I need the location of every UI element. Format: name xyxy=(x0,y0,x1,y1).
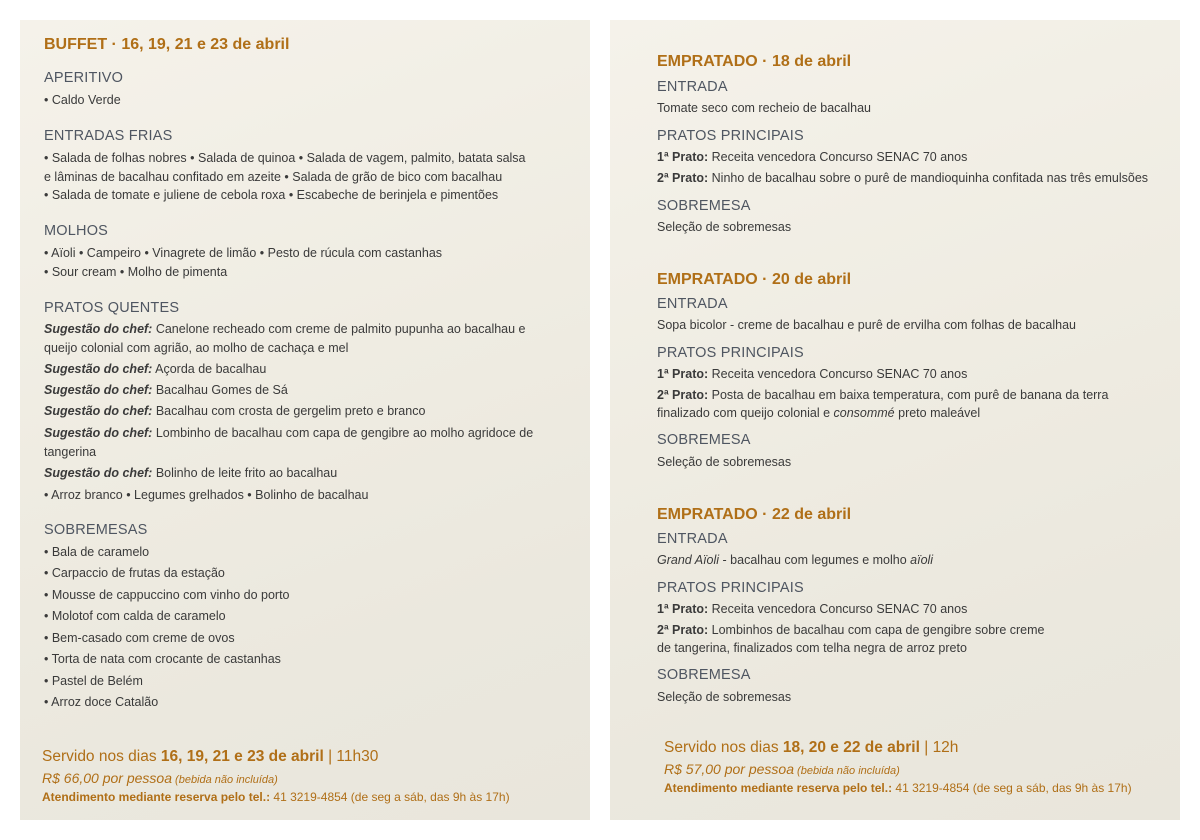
plated-22-prato-2 xyxy=(657,623,1045,637)
plated-22-entrada-title: ENTRADA xyxy=(657,531,728,547)
sobremesa-item: • Bem-casado com creme de ovos xyxy=(44,631,235,645)
sobremesa-item: • Molotof com calda de caramelo xyxy=(44,609,226,623)
reserve-phone: 41 3219-4854 (de seg a sáb, das 9h às 17h) xyxy=(892,781,1132,795)
plated-18-pratos-title: PRATOS PRINCIPAIS xyxy=(657,128,804,144)
prato-text: Ninho de bacalhau sobre o purê de mandioquinha confitada nas três emulsões xyxy=(708,171,1149,185)
prato-text-italic: consommé xyxy=(833,406,895,420)
plated-20-sobremesa: Seleção de sobremesas xyxy=(657,455,792,469)
molhos-line: • Aïoli • Campeiro • Vinagrete de limão • Pesto de rúcula com castanhas xyxy=(44,246,443,260)
chef-suggestion-label: Sugestão do chef: xyxy=(44,466,153,480)
price: R$ 66,00 por pessoa xyxy=(42,770,172,786)
chef-suggestion-label: Sugestão do chef: xyxy=(44,404,153,418)
sobremesas-title: SOBREMESAS xyxy=(44,522,148,538)
reserve-label: Atendimento mediante reserva pelo tel.: xyxy=(42,790,271,804)
chef-suggestion-label: Sugestão do chef: xyxy=(44,362,153,376)
prato-text: Receita vencedora Concurso SENAC 70 anos xyxy=(708,602,968,616)
prato-label: 2ª Prato: xyxy=(657,623,709,637)
price-note: (bebida não incluída) xyxy=(171,774,278,786)
dish-text: Bolinho de leite frito ao bacalhau xyxy=(152,466,338,480)
dish-text: Bacalhau com crosta de gergelim preto e branco xyxy=(152,404,426,418)
entrada-italic: aïoli xyxy=(910,553,934,567)
pratos-quentes-item xyxy=(44,322,526,336)
plated-22-prato-1 xyxy=(657,602,967,616)
plated-menu-panel xyxy=(610,20,1180,820)
sobremesa-item: • Torta de nata com crocante de castanhas xyxy=(44,652,281,666)
pratos-quentes-item-cont: tangerina xyxy=(44,445,97,459)
plated-18-prato-2 xyxy=(657,171,1148,185)
plated-22-sobremesa: Seleção de sobremesas xyxy=(657,690,792,704)
plated-22-sobremesa-title: SOBREMESA xyxy=(657,667,751,683)
entrada-italic: Grand Aïoli xyxy=(657,553,720,567)
entradas-frias-line: • Salada de tomate e juliene de cebola roxa • Escabeche de berinjela e pimentões xyxy=(44,188,499,202)
reserve-phone: 41 3219-4854 (de seg a sáb, das 9h às 17h) xyxy=(270,790,510,804)
entrada-text: - bacalhau com legumes e molho xyxy=(719,553,911,567)
served-time: 11h30 xyxy=(336,748,379,765)
buffet-served-days xyxy=(42,748,378,766)
dish-text: Lombinho de bacalhau com capa de gengibre ao molho agridoce de xyxy=(152,426,534,440)
sobremesa-item: • Arroz doce Catalão xyxy=(44,695,159,709)
prato-text: Posta de bacalhau em baixa temperatura, com purê de banana da terra xyxy=(708,388,1109,402)
molhos-line: • Sour cream • Molho de pimenta xyxy=(44,265,228,279)
plated-price xyxy=(664,761,900,777)
prato-text: Receita vencedora Concurso SENAC 70 anos xyxy=(708,367,968,381)
chef-suggestion-label: Sugestão do chef: xyxy=(44,426,153,440)
plated-18-entrada-title: ENTRADA xyxy=(657,79,728,95)
served-prefix: Servido nos dias xyxy=(42,748,161,765)
buffet-reservation xyxy=(42,790,510,804)
chef-suggestion-label: Sugestão do chef: xyxy=(44,383,153,397)
prato-label: 1ª Prato: xyxy=(657,602,709,616)
sobremesa-item: • Bala de caramelo xyxy=(44,545,150,559)
plated-served-days xyxy=(664,739,958,757)
pratos-quentes-item xyxy=(44,362,266,376)
buffet-header: BUFFET · 16, 19, 21 e 23 de abril xyxy=(44,36,290,53)
served-sep: | xyxy=(919,739,933,756)
pratos-quentes-item xyxy=(44,426,533,440)
entradas-frias-title: ENTRADAS FRIAS xyxy=(44,128,173,144)
plated-22-header: EMPRATADO · 22 de abril xyxy=(657,506,852,523)
buffet-menu-panel xyxy=(20,20,590,820)
aperitivo-title: APERITIVO xyxy=(44,70,124,86)
served-days: 18, 20 e 22 de abril xyxy=(782,739,920,756)
dish-text: Canelone recheado com creme de palmito pupunha ao bacalhau e xyxy=(152,322,526,336)
plated-20-pratos-title: PRATOS PRINCIPAIS xyxy=(657,345,804,361)
plated-reservation xyxy=(664,781,1132,795)
pratos-quentes-item-cont: queijo colonial com agrião, ao molho de cachaça e mel xyxy=(44,341,349,355)
prato-text: preto maleável xyxy=(894,406,981,420)
molhos-title: MOLHOS xyxy=(44,223,109,239)
aperitivo-item: • Caldo Verde xyxy=(44,93,121,107)
pratos-quentes-sides: • Arroz branco • Legumes grelhados • Bolinho de bacalhau xyxy=(44,488,369,502)
entradas-frias-line: • Salada de folhas nobres • Salada de quinoa • Salada de vagem, palmito, batata salsa xyxy=(44,151,526,165)
entradas-frias-line: e lâminas de bacalhau confitado em azeite • Salada de grão de bico com bacalhau xyxy=(44,170,503,184)
dish-text: Açorda de bacalhau xyxy=(152,362,267,376)
prato-label: 2ª Prato: xyxy=(657,388,709,402)
served-time: 12h xyxy=(932,739,959,756)
pratos-quentes-title: PRATOS QUENTES xyxy=(44,300,180,316)
prato-text: Receita vencedora Concurso SENAC 70 anos xyxy=(708,150,968,164)
pratos-quentes-item xyxy=(44,466,337,480)
plated-22-entrada xyxy=(657,553,933,567)
plated-20-entrada-title: ENTRADA xyxy=(657,296,728,312)
plated-20-prato-1 xyxy=(657,367,967,381)
price-note: (bebida não incluída) xyxy=(793,765,900,777)
sobremesa-item: • Carpaccio de frutas da estação xyxy=(44,566,225,580)
plated-20-prato-2-cont xyxy=(657,406,980,420)
buffet-price xyxy=(42,770,278,786)
plated-18-sobremesa: Seleção de sobremesas xyxy=(657,220,792,234)
pratos-quentes-item xyxy=(44,383,288,397)
plated-20-sobremesa-title: SOBREMESA xyxy=(657,432,751,448)
plated-20-header: EMPRATADO · 20 de abril xyxy=(657,271,852,288)
plated-20-prato-2 xyxy=(657,388,1108,402)
dish-text: Bacalhau Gomes de Sá xyxy=(152,383,288,397)
plated-22-prato-2-cont: de tangerina, finalizados com telha negra de arroz preto xyxy=(657,641,967,655)
plated-22-pratos-title: PRATOS PRINCIPAIS xyxy=(657,580,804,596)
served-prefix: Servido nos dias xyxy=(664,739,783,756)
plated-18-prato-1 xyxy=(657,150,967,164)
prato-label: 1ª Prato: xyxy=(657,150,709,164)
plated-20-entrada: Sopa bicolor - creme de bacalhau e purê de ervilha com folhas de bacalhau xyxy=(657,318,1077,332)
sobremesa-item: • Pastel de Belém xyxy=(44,674,143,688)
plated-18-entrada: Tomate seco com recheio de bacalhau xyxy=(657,101,872,115)
plated-18-sobremesa-title: SOBREMESA xyxy=(657,198,751,214)
served-days: 16, 19, 21 e 23 de abril xyxy=(160,748,324,765)
prato-label: 1ª Prato: xyxy=(657,367,709,381)
chef-suggestion-label: Sugestão do chef: xyxy=(44,322,153,336)
reserve-label: Atendimento mediante reserva pelo tel.: xyxy=(664,781,893,795)
prato-label: 2ª Prato: xyxy=(657,171,709,185)
price: R$ 57,00 por pessoa xyxy=(664,761,794,777)
served-sep: | xyxy=(323,748,337,765)
pratos-quentes-item xyxy=(44,404,425,418)
prato-text: finalizado com queijo colonial e xyxy=(657,406,834,420)
plated-18-header: EMPRATADO · 18 de abril xyxy=(657,53,852,70)
sobremesa-item: • Mousse de cappuccino com vinho do porto xyxy=(44,588,290,602)
prato-text: Lombinhos de bacalhau com capa de gengibre sobre creme xyxy=(708,623,1045,637)
